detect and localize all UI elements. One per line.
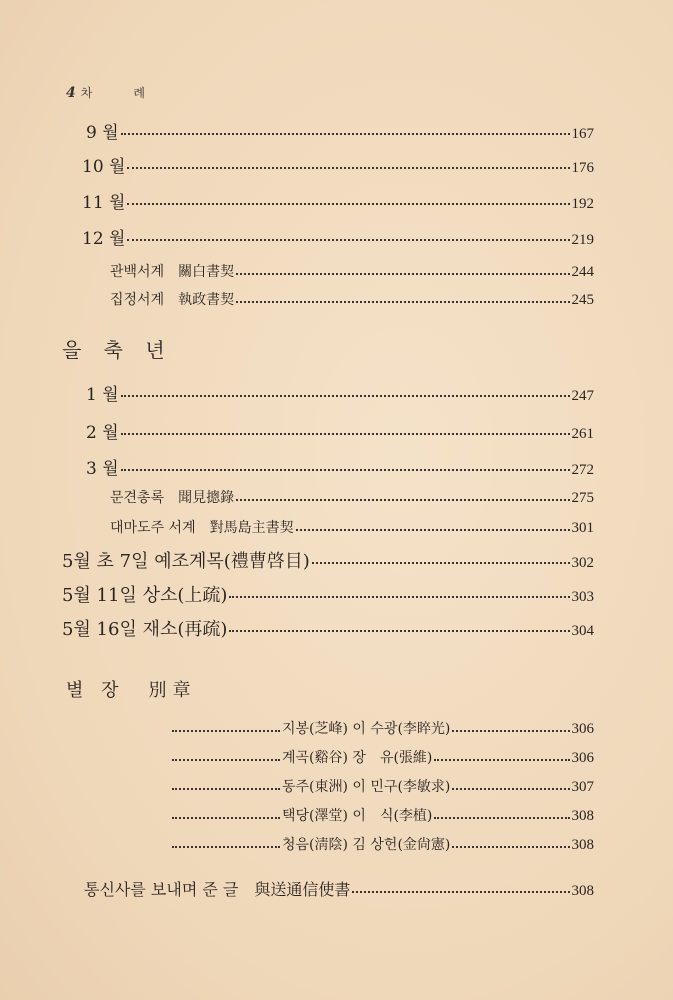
dot-leader: [452, 788, 569, 790]
toc-entry-label: 11 월: [82, 193, 126, 213]
toc-entry-label: 5월 초 7일 예조계목(禮曹啓目): [62, 551, 310, 572]
toc-entry: [82, 224, 594, 249]
toc-entry-page: 303: [571, 589, 594, 605]
dot-leader: [127, 239, 569, 241]
toc-entry-page: 304: [571, 623, 594, 639]
toc-entry: [82, 152, 594, 177]
dot-leader: [172, 817, 280, 819]
dot-leader: [236, 499, 569, 501]
toc-subentry: [110, 517, 594, 537]
toc-entry: [84, 877, 594, 900]
dot-leader: [312, 562, 570, 564]
page-number: 4: [66, 85, 77, 101]
dot-leader: [452, 730, 569, 732]
toc-subentry: [110, 261, 594, 281]
toc-entry: [86, 118, 594, 143]
toc-entry: [62, 581, 594, 607]
toc-entry-label: 12 월: [82, 229, 126, 249]
poem-entry-label: 계곡(谿谷) 장 유(張維): [282, 750, 433, 766]
toc-subentry-label: 관백서계 關白書契: [110, 264, 235, 280]
section-heading: 별 장 別章: [66, 680, 197, 701]
toc-entry-label: 9 월: [86, 123, 119, 143]
toc-entry-label: 5월 16일 재소(再疏): [62, 619, 228, 640]
toc-entry-page: 308: [571, 883, 594, 899]
poem-entry-page: 306: [571, 750, 594, 766]
poem-entry-page: 307: [571, 779, 594, 795]
poem-entry-page: 306: [571, 721, 594, 737]
toc-entry-page: 219: [571, 232, 594, 248]
toc-subentry-label: 집정서계 執政書契: [110, 292, 235, 308]
toc-entry: [86, 380, 594, 405]
poem-entry: [172, 718, 594, 738]
dot-leader: [434, 817, 569, 819]
toc-subentry: [110, 289, 594, 309]
dot-leader: [296, 529, 570, 531]
dot-leader: [236, 273, 569, 275]
dot-leader: [236, 301, 569, 303]
toc-entry-page: 192: [571, 196, 594, 212]
poem-entry: [172, 805, 594, 825]
dot-leader: [172, 788, 280, 790]
poem-entry-label: 지봉(芝峰) 이 수광(李睟光): [282, 721, 451, 737]
toc-entry-label: 3 월: [86, 459, 119, 479]
toc-entry: [62, 547, 594, 573]
dot-leader: [229, 630, 569, 632]
dot-leader: [452, 846, 569, 848]
toc-entry-page: 247: [571, 388, 594, 404]
toc-entry: [86, 454, 594, 479]
toc-subentry-page: 301: [571, 520, 594, 536]
dot-leader: [229, 596, 569, 598]
dot-leader: [121, 433, 570, 435]
toc-entry: [62, 615, 594, 641]
dot-leader: [172, 730, 280, 732]
toc-subentry-label: 대마도주 서계 對馬島主書契: [110, 520, 294, 536]
header-title-2: 례: [133, 86, 146, 100]
toc-subentry-page: 275: [571, 490, 594, 506]
dot-leader: [172, 846, 280, 848]
toc-entry-page: 261: [571, 426, 594, 442]
toc-entry-label: 5월 11일 상소(上疏): [62, 585, 228, 606]
poem-entry-label: 택당(澤堂) 이 식(李植): [282, 808, 433, 824]
dot-leader: [127, 203, 569, 205]
poem-entry: [172, 834, 594, 854]
dot-leader: [121, 133, 570, 135]
header-title: 차: [80, 86, 94, 100]
dot-leader: [127, 167, 569, 169]
toc-entry-label: 통신사를 보내며 준 글 與送通信使書: [84, 880, 351, 899]
toc-entry-page: 176: [571, 160, 594, 176]
toc-entry-page: 302: [571, 555, 594, 571]
poem-entry-page: 308: [571, 808, 594, 824]
toc-subentry-label: 문견총록 聞見摠錄: [110, 490, 235, 506]
toc-entry-label: 10 월: [82, 157, 126, 177]
dot-leader: [172, 759, 280, 761]
toc-subentry-page: 244: [571, 264, 594, 280]
dot-leader: [121, 469, 570, 471]
toc-subentry: [110, 487, 594, 507]
dot-leader: [352, 891, 569, 893]
poem-entry-label: 청음(淸陰) 김 상헌(金尙憲): [282, 837, 451, 853]
running-header: [66, 84, 146, 101]
toc-entry-label: 1 월: [86, 385, 119, 405]
section-heading: 을 축 년: [62, 338, 173, 362]
poem-entry-page: 308: [571, 837, 594, 853]
poem-entry: [172, 747, 594, 767]
dot-leader: [121, 395, 570, 397]
poem-entry-label: 동주(東洲) 이 민구(李敏求): [282, 779, 451, 795]
toc-entry: [82, 188, 594, 213]
poem-entry: [172, 776, 594, 796]
toc-entry-page: 167: [571, 126, 594, 142]
toc-subentry-page: 245: [571, 292, 594, 308]
toc-entry-page: 272: [571, 462, 594, 478]
dot-leader: [434, 759, 569, 761]
toc-entry-label: 2 월: [86, 423, 119, 443]
toc-entry: [86, 418, 594, 443]
